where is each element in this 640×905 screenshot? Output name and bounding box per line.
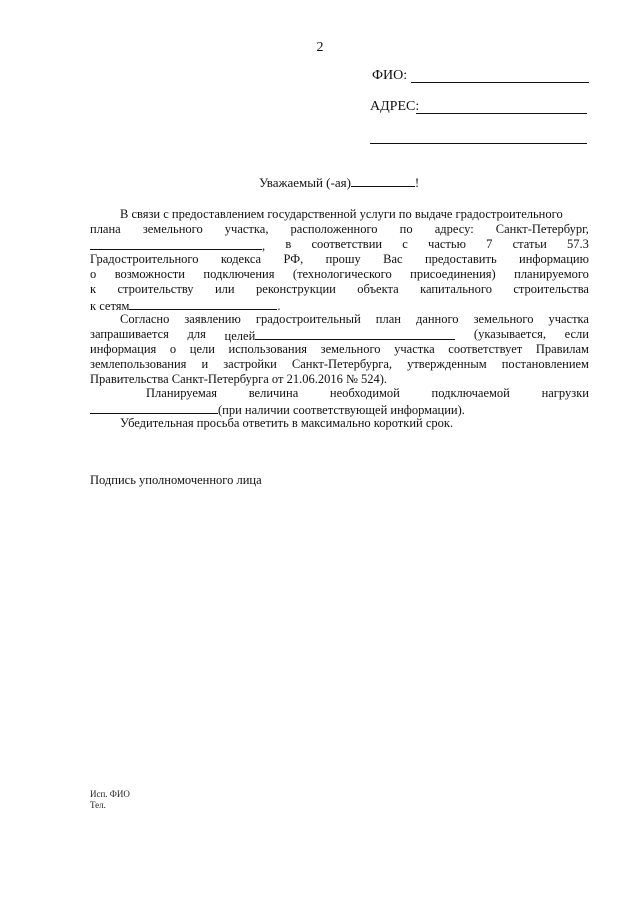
paragraph-urgent: Убедительная просьба ответить в максимально короткий срок. (120, 416, 454, 430)
word: , (262, 239, 266, 253)
word: Вас (383, 252, 403, 266)
word: по (399, 222, 413, 236)
load-blank (90, 401, 218, 414)
word: земельного (320, 342, 381, 356)
word: присоединения) (410, 267, 496, 281)
word: 7 (486, 237, 493, 251)
page-number: 2 (316, 40, 324, 55)
word: застройки (223, 357, 277, 371)
word: реконструкции (256, 282, 336, 296)
fio-field (372, 68, 407, 84)
word: план (375, 312, 401, 326)
word: с (402, 237, 408, 251)
address-label: АДРЕС: (370, 99, 420, 114)
word: или (214, 282, 235, 296)
p1-line-6 (90, 282, 589, 297)
word: Планируемая (146, 386, 218, 400)
p1-line-5 (90, 267, 589, 282)
word: градостроительный (255, 312, 361, 326)
word: утвержденным (407, 357, 487, 371)
p2-line-5: Правительства Санкт-Петербурга от 21.06.2016 № 524). (90, 372, 388, 386)
word: капитального (420, 282, 492, 296)
p1-line-2 (90, 222, 589, 237)
networks-blank (129, 297, 277, 310)
word: планируемого (514, 267, 589, 281)
word: адресу: (434, 222, 474, 236)
greeting-name-blank (351, 174, 415, 187)
greeting-prefix: Уважаемый (-ая) (259, 175, 351, 190)
word: возможности (114, 267, 185, 281)
word: земельного (473, 312, 534, 326)
word: расположенного (290, 222, 378, 236)
word: запрашивается (90, 327, 169, 341)
word: Санкт-Петербурга, (291, 357, 393, 371)
word: информация (90, 342, 157, 356)
p1-line-4 (90, 252, 589, 267)
word: предоставить (424, 252, 497, 266)
p3-line-1 (146, 386, 589, 401)
word: частью (428, 237, 466, 251)
word: информацию (519, 252, 589, 266)
word: плана (90, 222, 121, 236)
word: строительства (513, 282, 589, 296)
address-field (370, 99, 419, 115)
word: строительству (117, 282, 194, 296)
word: заявлению (184, 312, 241, 326)
word: использования (228, 342, 308, 356)
word: в (285, 237, 292, 251)
word: цели (189, 342, 215, 356)
address-line-2 (370, 143, 587, 144)
word: соответствии (311, 237, 383, 251)
word: подключаемой (431, 386, 510, 400)
word: если (564, 327, 589, 341)
word: о (90, 267, 97, 281)
fio-label: ФИО: (372, 68, 408, 83)
p2-line-4 (90, 357, 589, 372)
word: необходимой (329, 386, 400, 400)
greeting-suffix: ! (414, 175, 420, 190)
word: величина (248, 386, 299, 400)
word: к (90, 282, 97, 296)
word: кодекса (220, 252, 262, 266)
word: данного (415, 312, 459, 326)
greeting (259, 174, 419, 191)
word: 57.3 (567, 237, 589, 251)
address-blank (90, 237, 262, 250)
word: соответствует (448, 342, 523, 356)
word: (технологического (292, 267, 392, 281)
word: Правилам (535, 342, 589, 356)
p2-line-1 (120, 312, 589, 327)
executor-line: Исп. ФИО (90, 789, 130, 799)
word: РФ, (283, 252, 304, 266)
networks-label: к сетям (90, 299, 130, 313)
word: подключения (203, 267, 275, 281)
load-note: (при наличии соответствующей информации). (218, 403, 465, 417)
word: и (201, 357, 209, 371)
word: о (169, 342, 177, 356)
word: Градостроительного (90, 252, 199, 266)
word: нагрузки (541, 386, 589, 400)
word: Согласно (120, 312, 170, 326)
word: статьи (512, 237, 547, 251)
p2-line-3 (90, 342, 589, 357)
word: постановлением (501, 357, 589, 371)
word: (указывается, (473, 327, 546, 341)
word: участка, (224, 222, 269, 236)
phone-line: Тел. (90, 800, 106, 810)
word: для (187, 327, 206, 341)
period: . (277, 299, 281, 313)
purpose-blank (255, 327, 455, 340)
word: прошу (325, 252, 361, 266)
word: земельного (142, 222, 203, 236)
word: целей (224, 329, 256, 343)
word: объекта (357, 282, 399, 296)
signature-label: Подпись уполномоченного лица (90, 473, 262, 487)
word: Санкт-Петербург, (495, 222, 589, 236)
word: участка (548, 312, 589, 326)
word: землепользования (90, 357, 187, 371)
word: участка (394, 342, 435, 356)
address-line-1 (416, 113, 587, 114)
p1-line-1: В связи с предоставлением государственной услуги по выдаче градостроительного (120, 207, 563, 221)
fio-line (411, 82, 589, 83)
